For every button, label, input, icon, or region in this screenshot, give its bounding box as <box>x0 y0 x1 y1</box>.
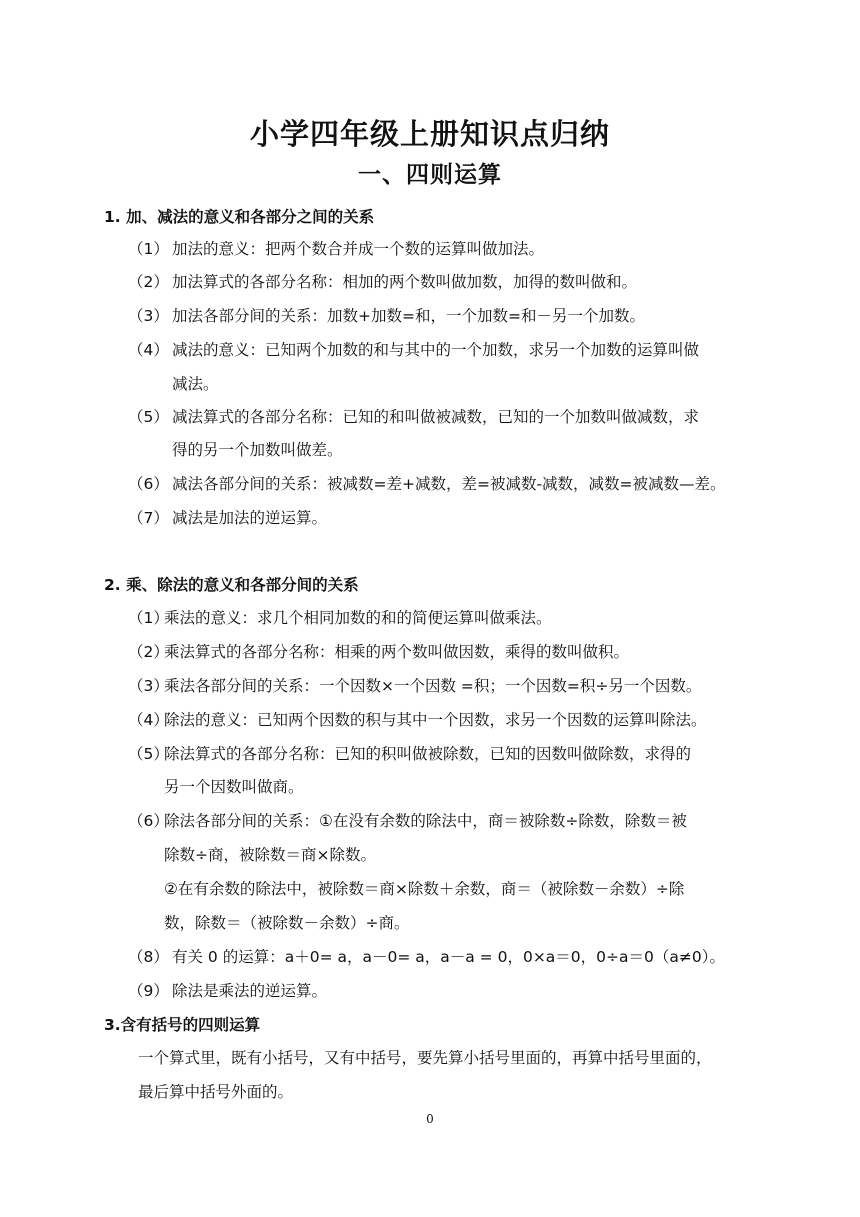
list-item <box>128 606 552 628</box>
item-number: （1） <box>128 240 169 258</box>
paragraph-line: 最后算中括号外面的。 <box>138 1083 294 1101</box>
item-text-continued: 得的另一个加数叫做差。 <box>172 441 343 459</box>
item-text: 乘法各部分间的关系：一个因数×一个因数 =积；一个因数=积÷另一个因数。 <box>164 677 702 695</box>
section2-heading: 2. 乘、除法的意义和各部分间的关系 <box>104 576 359 594</box>
item-number: （7） <box>128 509 169 527</box>
item-number: （3） <box>128 307 169 325</box>
list-item <box>128 708 707 730</box>
item-text: 加法算式的各部分名称：相加的两个数叫做加数，加得的数叫做和。 <box>172 273 638 291</box>
item-number: （6） <box>128 812 169 830</box>
item-number: （8） <box>128 948 169 966</box>
item-text: 除法各部分间的关系：①在没有余数的除法中，商＝被除数÷除数，除数＝被 <box>164 812 687 830</box>
item-number: （6） <box>128 475 169 493</box>
paragraph-line: 一个算式里，既有小括号，又有中括号，要先算小括号里面的，再算中括号里面的， <box>138 1049 712 1067</box>
item-text: 除法是乘法的逆运算。 <box>172 982 328 1000</box>
item-text: 加法各部分间的关系：加数+加数=和，一个加数=和－另一个加数。 <box>172 307 645 325</box>
list-item <box>128 809 687 831</box>
list-item <box>128 674 701 696</box>
item-text-continued: 减法。 <box>172 375 219 393</box>
list-item <box>128 945 725 967</box>
section3-heading: 3.含有括号的四则运算 <box>104 1016 261 1034</box>
item-number: （2） <box>128 273 169 291</box>
page-number: 0 <box>426 1112 434 1126</box>
item-text: 加法的意义：把两个数合并成一个数的运算叫做加法。 <box>172 240 545 258</box>
item-number: （1） <box>128 609 169 627</box>
item-number: （3） <box>128 677 169 695</box>
document-title: 小学四年级上册知识点归纳 <box>249 117 610 151</box>
list-item <box>128 270 637 292</box>
list-item <box>128 472 726 494</box>
list-item <box>128 742 691 764</box>
item-number: （2） <box>128 643 169 661</box>
list-item <box>128 506 327 528</box>
item-text: 减法算式的各部分名称：已知的和叫做被减数，已知的一个加数叫做减数，求 <box>172 408 700 426</box>
item-text-continued: 数，除数＝（被除数－余数）÷商。 <box>164 914 410 932</box>
item-text: 有关 0 的运算：a＋0= a，a－0= a，a－a = 0，0×a＝0，0÷a＝0（a≠0）。 <box>172 948 725 966</box>
item-text-continued: 另一个因数叫做商。 <box>164 778 304 796</box>
item-number: （9） <box>128 982 169 1000</box>
list-item <box>128 237 544 259</box>
list-item <box>128 640 629 662</box>
item-text: 除法的意义：已知两个因数的积与其中一个因数，求另一个因数的运算叫除法。 <box>164 711 707 729</box>
list-item <box>128 304 645 326</box>
item-text: 减法的意义：已知两个加数的和与其中的一个加数，求另一个加数的运算叫做 <box>172 341 700 359</box>
item-text: 减法是加法的逆运算。 <box>172 509 328 527</box>
section-title: 一、四则运算 <box>358 162 502 188</box>
list-item <box>128 405 699 427</box>
item-text-continued: 除数÷商，被除数＝商×除数。 <box>164 846 376 864</box>
item-text: 减法各部分间的关系：被减数=差+减数，差=被减数-减数，减数=被减数—差。 <box>172 475 726 493</box>
item-number: （4） <box>128 711 169 729</box>
item-text: 除法算式的各部分名称：已知的积叫做被除数，已知的因数叫做除数，求得的 <box>164 745 692 763</box>
item-number: （4） <box>128 341 169 359</box>
item-number: （5） <box>128 745 169 763</box>
item-number: （5） <box>128 408 169 426</box>
section1-heading: 1. 加、减法的意义和各部分之间的关系 <box>104 208 375 226</box>
item-text-continued: ②在有余数的除法中，被除数＝商×除数＋余数，商＝（被除数－余数）÷除 <box>164 880 685 898</box>
list-item <box>128 338 699 360</box>
list-item <box>128 979 327 1001</box>
item-text: 乘法算式的各部分名称：相乘的两个数叫做因数，乘得的数叫做积。 <box>164 643 630 661</box>
item-text: 乘法的意义：求几个相同加数的和的简便运算叫做乘法。 <box>164 609 552 627</box>
